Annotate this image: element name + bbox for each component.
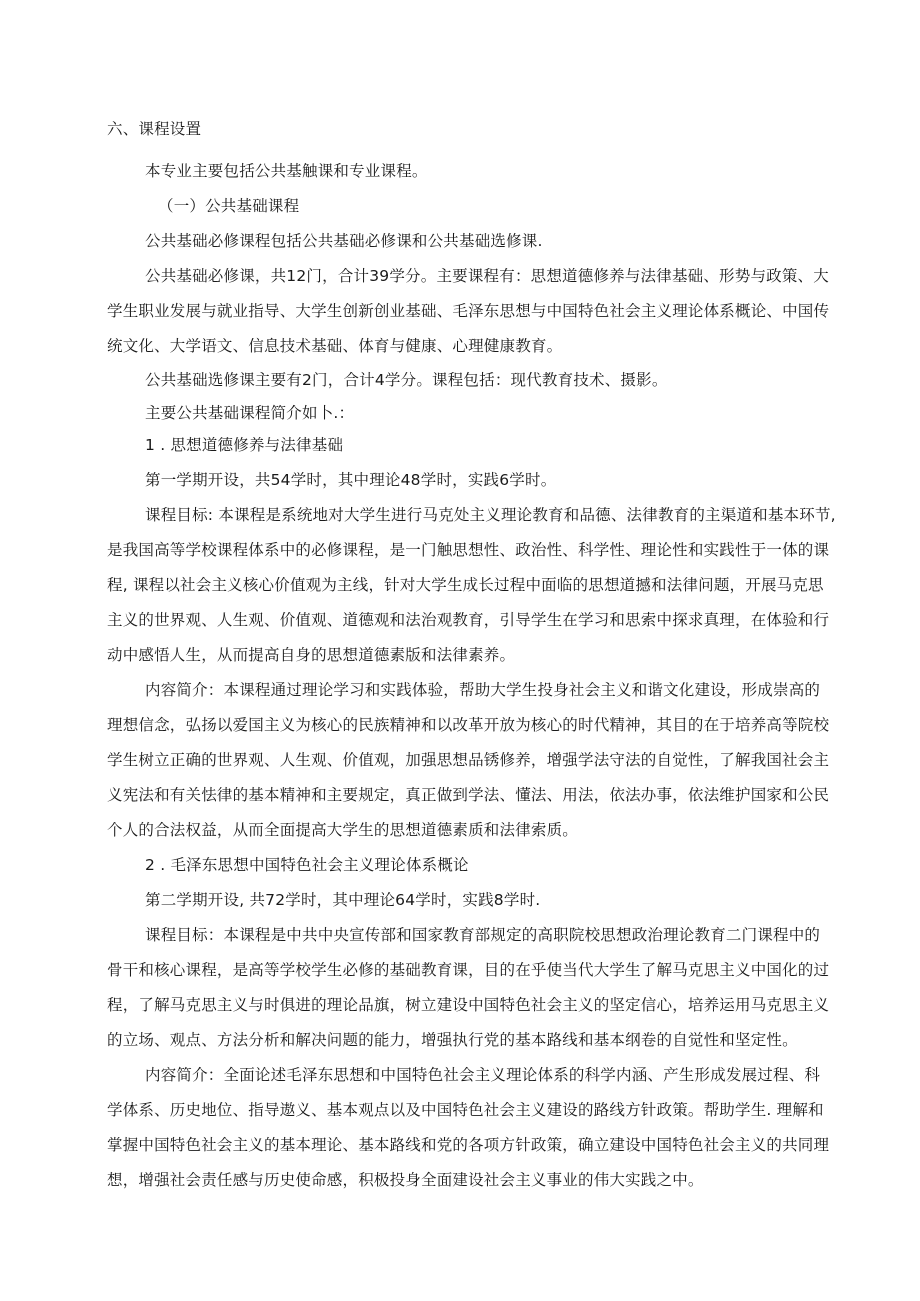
paragraph-line: 课程目标：本课程是中共中央宣传部和国家教育部规定的高职院校思想政治理论教育二门课程中的 <box>145 926 821 944</box>
subsection-heading: （一）公共基础课程 <box>158 197 300 215</box>
paragraph-line: 想，增强社会责任感与历史使命感，积极投身全面建设社会主义事业的伟大实践之中。 <box>107 1171 704 1189</box>
paragraph-line: 程，了解马克思主义与时俱进的理论品旗，树立建设中国特色社会主义的坚定信心，培养运用马克思主义 <box>107 996 830 1014</box>
paragraph-line: 内容简介：本课程通过理论学习和实践体验，帮助大学生投身社会主义和谐文化建设，形成崇高的 <box>145 681 821 699</box>
paragraph-line: 内容简介：全面论述毛泽东思想和中国特色社会主义理论体系的科学内涵、产生形成发展过程、科 <box>145 1066 821 1084</box>
paragraph-line: 公共基础必修课程包括公共基础必修课和公共基础选修课. <box>145 232 543 250</box>
paragraph-line: 程, 课程以社会主义核心价值观为主线，针对大学生成长过程中面临的思想道撼和法律问题，开展马克思 <box>107 576 824 594</box>
paragraph-line: 学生树立正确的世界观、人生观、价值观，加强思想品锈修养，增强学法守法的自觉性，了解我国社会主 <box>107 751 830 769</box>
paragraph-line: 是我国高等学校课程体系中的必修课程，是一门触思想性、政治性、科学性、理论性和实践性于一体的课 <box>107 541 830 559</box>
paragraph-line: 理想信念，弘扬以爱国主义为核心的民族精神和以改革开放为核心的时代精神，其目的在于培养高等院校 <box>107 716 830 734</box>
paragraph-line: 学生职业发展与就业指导、大学生创新创业基础、毛泽东思想与中国特色社会主义理论体系概论、中国传 <box>107 302 830 320</box>
paragraph-line: 统文化、大学语文、信息技术基础、体育与健康、心理健康教育。 <box>107 337 563 355</box>
paragraph-line: 课程目标: 本课程是系统地对大学生进行马克处主义理论教育和品德、法律教育的主渠道和基本环节, <box>145 506 836 524</box>
paragraph-line: 公共基础必修课，共12门，合计39学分。主要课程有：思想道德修养与法律基础、形势与政策、大 <box>145 267 829 285</box>
paragraph-line: 的立场、观点、方法分析和解决问题的能力，增强执行党的基本路线和基本纲卷的自觉性和坚定性。 <box>107 1031 798 1049</box>
course-2-title: 2 . 毛泽东思想中国特色社会主义理论体系概论 <box>145 856 469 874</box>
course-2-schedule: 第二学期开设, 共72学时，其中理论64学时，实践8学时. <box>145 891 541 909</box>
paragraph-line: 掌握中国特色社会主义的基本理论、基本路线和党的各项方针政策，确立建设中国特色社会主义的共同理 <box>107 1136 830 1154</box>
course-1-title: 1 . 思想道德修养与法律基础 <box>145 436 344 454</box>
section-heading: 六、课程设置 <box>107 120 202 138</box>
paragraph-line: 主义的世界观、人生观、价值观、道德观和法治观教育，引导学生在学习和思索中探求真理，在体验和行 <box>107 611 830 629</box>
course-1-schedule: 第一学期开设，共54学时，其中理论48学时，实践6学时。 <box>145 471 557 489</box>
paragraph-line: 学体系、历史地位、指导遨义、基本观点以及中国特色社会主义建设的路线方针政策。帮助学生. 理解和 <box>107 1101 824 1119</box>
paragraph-line: 主要公共基础课程简介如卜.： <box>145 404 355 422</box>
paragraph-line: 个人的合法权益，从而全面提高大学生的思想道德素质和法律索质。 <box>107 821 579 839</box>
paragraph-line: 骨干和核心课程，是高等学校学生必修的基础教育课，目的在乎使当代大学生了解马克思主义中国化的过 <box>107 961 830 979</box>
paragraph-line: 公共基础选修课主要有2门，合计4学分。课程包括：现代教育技术、摄影。 <box>145 371 668 389</box>
paragraph-line: 义宪法和有关怯律的基本精神和主要规定，真正做到学法、懂法、用法，依法办事，依法维护国家和公民 <box>107 786 830 804</box>
paragraph-line: 动中感悟人生，从而提高自身的思想道德素版和法律素养。 <box>107 646 516 664</box>
intro-paragraph: 本专业主要包括公共基触课和专业课程。 <box>145 162 428 180</box>
